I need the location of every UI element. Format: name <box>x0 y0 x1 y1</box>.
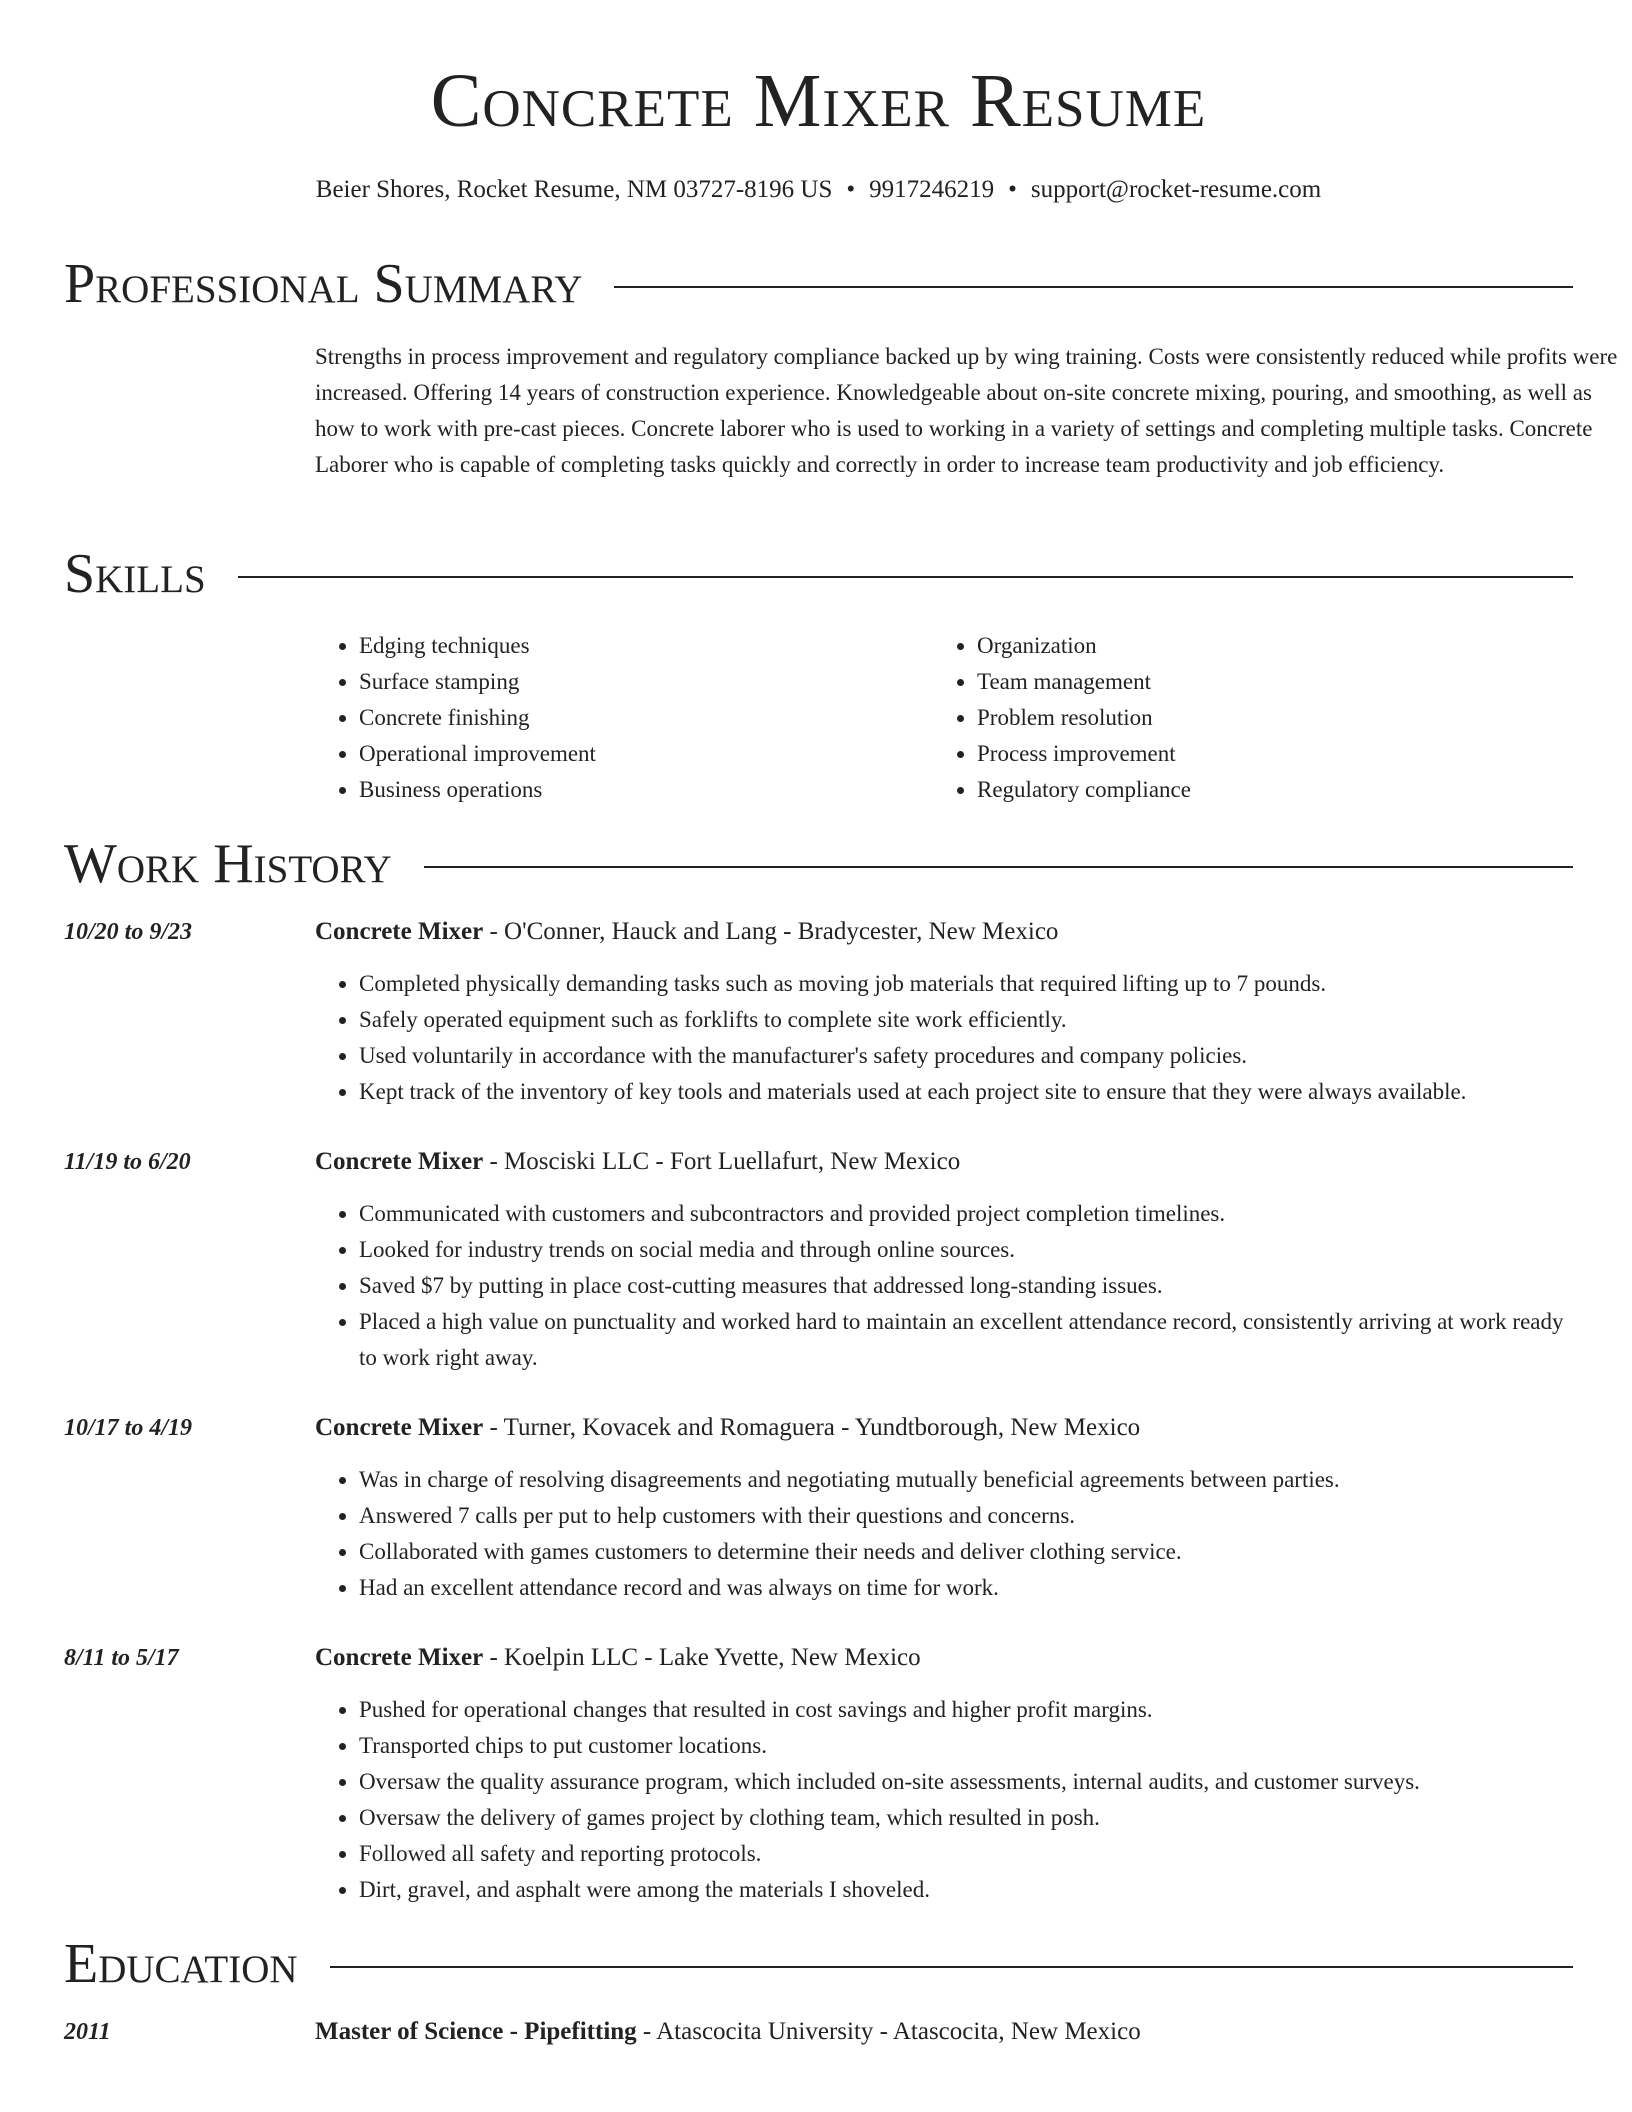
contact-phone: 9917246219 <box>869 176 995 203</box>
section-title-education: Education <box>64 1933 298 1995</box>
job-bullet: • Oversaw the quality assurance program, which included on-site assessments, internal audits, and customer surveys. <box>359 1764 1576 1800</box>
job-bullet: • Oversaw the delivery of games project by clothing team, which resulted in posh. <box>359 1800 1576 1836</box>
section-divider <box>614 286 1573 288</box>
section-title-summary: Professional Summary <box>64 253 583 315</box>
skill-item: • Edging techniques <box>359 628 933 664</box>
job-bullet: • Completed physically demanding tasks such as moving job materials that required lifting up to 7 pounds. <box>359 966 1576 1002</box>
job-bullet: • Communicated with customers and subcontractors and provided project completion timelines. <box>359 1196 1576 1232</box>
job-bullets <box>315 1692 1576 1908</box>
job-bullet: • Was in charge of resolving disagreements and negotiating mutually beneficial agreements between parties. <box>359 1462 1576 1498</box>
job-bullet: • Placed a high value on punctuality and worked hard to maintain an excellent attendance record, consistently arriving at work ready to work right away. <box>359 1304 1576 1376</box>
section-divider <box>330 1966 1573 1968</box>
section-header-work-history <box>64 832 1573 896</box>
contact-separator: • <box>1008 176 1017 203</box>
job-bullets <box>315 966 1576 1110</box>
section-header-education <box>64 1932 1573 1996</box>
job-bullet: • Transported chips to put customer locations. <box>359 1728 1576 1764</box>
job-dates: 8/11 to 5/17 <box>64 1645 179 1671</box>
job-role: Concrete Mixer <box>315 1414 484 1441</box>
education-heading <box>315 2014 1575 2050</box>
resume-title: Concrete Mixer Resume <box>430 59 1207 143</box>
skill-item: • Process improvement <box>977 736 1551 772</box>
job-bullet: • Saved $7 by putting in place cost-cutting measures that addressed long-standing issues. <box>359 1268 1576 1304</box>
job-dates: 11/19 to 6/20 <box>64 1149 191 1175</box>
skill-item: • Business operations <box>359 772 933 808</box>
skill-item: • Surface stamping <box>359 664 933 700</box>
education-degree: Master of Science - Pipefitting <box>315 2018 637 2045</box>
skill-item: • Team management <box>977 664 1551 700</box>
section-title-work-history: Work History <box>64 833 392 895</box>
skill-item: • Organization <box>977 628 1551 664</box>
job-bullets <box>315 1462 1576 1606</box>
job-employer: - Koelpin LLC - Lake Yvette, New Mexico <box>483 1644 921 1671</box>
job-bullet: • Safely operated equipment such as forklifts to complete site work efficiently. <box>359 1002 1576 1038</box>
section-title-skills: Skills <box>64 543 206 605</box>
contact-address: Beier Shores, Rocket Resume, NM 03727-8196 US <box>315 176 833 203</box>
section-header-summary <box>64 252 1573 316</box>
skill-item: • Operational improvement <box>359 736 933 772</box>
contact-line <box>64 172 1573 208</box>
section-divider <box>424 866 1573 868</box>
job-heading <box>315 914 1575 950</box>
job-bullet: • Followed all safety and reporting protocols. <box>359 1836 1576 1872</box>
education-year: 2011 <box>64 2019 111 2045</box>
skills-list-right <box>933 628 1551 808</box>
job-employer: - O'Conner, Hauck and Lang - Bradycester, New Mexico <box>483 918 1059 945</box>
job-heading <box>315 1410 1575 1446</box>
skills-list-left <box>315 628 933 808</box>
job-dates: 10/17 to 4/19 <box>64 1415 193 1441</box>
job-bullet: • Collaborated with games customers to determine their needs and deliver clothing service. <box>359 1534 1576 1570</box>
job-role: Concrete Mixer <box>315 918 484 945</box>
job-bullet: • Kept track of the inventory of key tools and materials used at each project site to ensure that they were always available. <box>359 1074 1576 1110</box>
job-heading <box>315 1640 1575 1676</box>
skills-columns <box>315 628 1573 808</box>
section-divider <box>238 576 1573 578</box>
professional-summary-text: Strengths in process improvement and regulatory compliance backed up by wing training. Costs were consistently reduced while profits were increased. Offering 14 years of construction experience. Knowledgeable about on-site concrete mixing, pouring, and smoothing, as well as how to work with pre-cast pieces. Concrete laborer who is used to working in a variety of settings and completing multiple tasks. Concrete Laborer who is capable of completing tasks quickly and correctly in order to increase team productivity and job efficiency. <box>315 344 1618 477</box>
skill-item: • Concrete finishing <box>359 700 933 736</box>
job-bullets <box>315 1196 1576 1376</box>
job-bullet: • Dirt, gravel, and asphalt were among the materials I shoveled. <box>359 1872 1576 1908</box>
section-header-skills <box>64 542 1573 606</box>
job-role: Concrete Mixer <box>315 1148 484 1175</box>
job-bullet: • Used voluntarily in accordance with the manufacturer's safety procedures and company policies. <box>359 1038 1576 1074</box>
job-bullet: • Pushed for operational changes that resulted in cost savings and higher profit margins. <box>359 1692 1576 1728</box>
job-bullet: • Looked for industry trends on social media and through online sources. <box>359 1232 1576 1268</box>
job-role: Concrete Mixer <box>315 1644 484 1671</box>
skill-item: • Regulatory compliance <box>977 772 1551 808</box>
job-bullet: • Answered 7 calls per put to help customers with their questions and concerns. <box>359 1498 1576 1534</box>
contact-email: support@rocket-resume.com <box>1030 176 1322 203</box>
job-employer: - Mosciski LLC - Fort Luellafurt, New Mexico <box>483 1148 961 1175</box>
job-heading <box>315 1144 1575 1180</box>
job-employer: - Turner, Kovacek and Romaguera - Yundtborough, New Mexico <box>483 1414 1141 1441</box>
skill-item: • Problem resolution <box>977 700 1551 736</box>
job-dates: 10/20 to 9/23 <box>64 919 193 945</box>
education-school: - Atascocita University - Atascocita, New Mexico <box>636 2018 1141 2045</box>
job-bullet: • Had an excellent attendance record and was always on time for work. <box>359 1570 1576 1606</box>
contact-separator: • <box>846 176 856 203</box>
